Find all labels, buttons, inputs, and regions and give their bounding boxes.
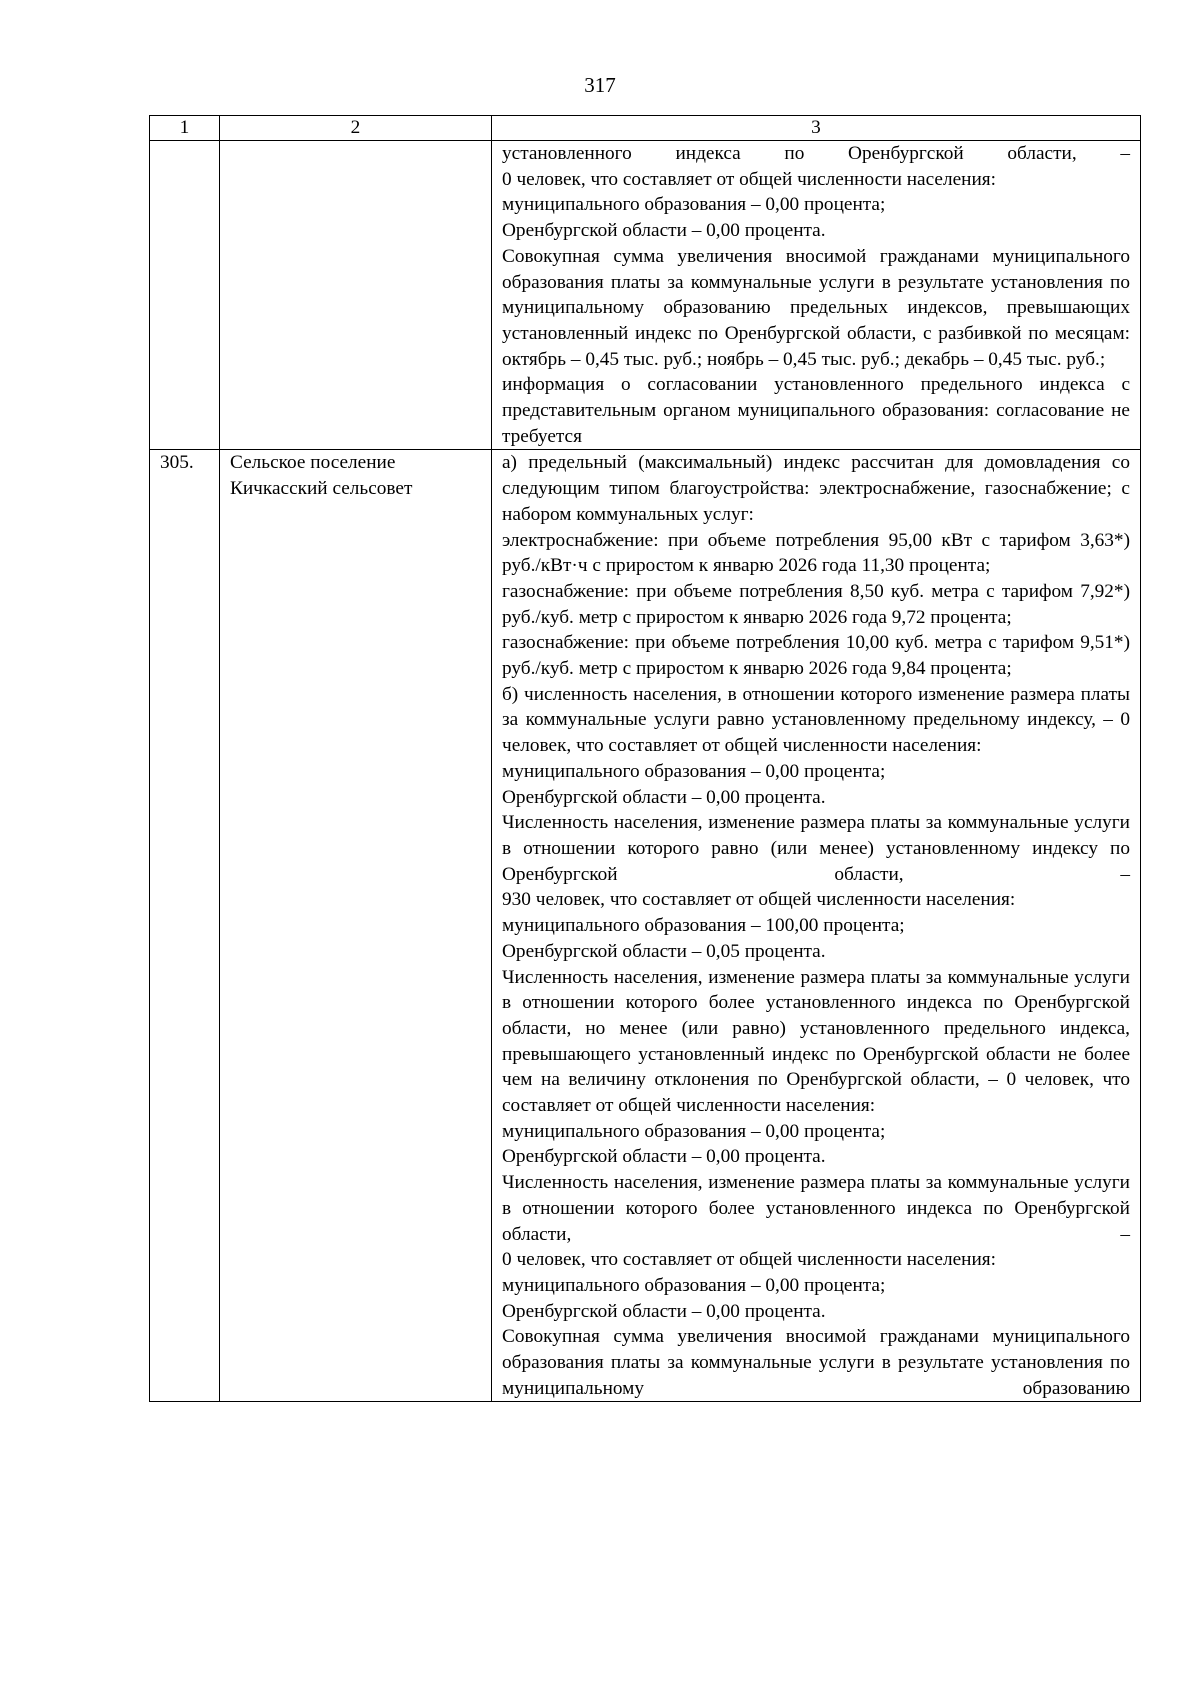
- description-paragraph: Оренбургской области – 0,00 процента.: [502, 786, 826, 808]
- description-paragraph: Оренбургской области – 0,00 процента.: [502, 1146, 826, 1168]
- description-paragraph: Оренбургской области – 0,05 процента.: [502, 940, 826, 962]
- description-paragraph: Оренбургской области – 0,00 процента.: [502, 220, 826, 242]
- settlement-name-cell: [220, 450, 492, 1402]
- description-paragraph: муниципального образования – 100,00 процента;: [502, 915, 905, 937]
- description-paragraph: газоснабжение: при объеме потребления 8,50 куб. метра с тарифом 7,92*) руб./куб. метр с приростом к январю 2026 года 9,72 процента;: [502, 580, 1130, 628]
- description-paragraph: установленного индекса по Оренбургской области, –: [502, 143, 1130, 164]
- settlement-name-line: Кичкасский сельсовет: [230, 478, 413, 500]
- description-paragraph: Численность населения, изменение размера платы за коммунальные услуги в отношении которого равно (или менее) установленному индексу по Оренбургской области, –: [502, 812, 1130, 885]
- column-header-1: 1: [150, 116, 220, 141]
- description-paragraph: 930 человек, что составляет от общей численности населения:: [502, 889, 1016, 911]
- column-header-3: 3: [492, 116, 1141, 141]
- row-number-cell: [150, 141, 220, 450]
- description-paragraph: Численность населения, изменение размера платы за коммунальные услуги в отношении которого более установленного индекса по Оренбургской области, –: [502, 1172, 1130, 1245]
- description-paragraph: а) предельный (максимальный) индекс рассчитан для домовладения со следующим типом благоустройства: электроснабжение, газоснабжение; с набором коммунальных услуг:: [502, 452, 1130, 525]
- description-paragraph: Совокупная сумма увеличения вносимой гражданами муниципального образования платы за коммунальные услуги в результате установления по муниципальному образованию: [502, 1326, 1130, 1399]
- description-paragraph: муниципального образования – 0,00 процента;: [502, 760, 886, 782]
- description-paragraph: электроснабжение: при объеме потребления 95,00 кВт с тарифом 3,63*) руб./кВт·ч с приростом к январю 2026 года 11,30 процента;: [502, 529, 1130, 577]
- table-row-continuation: [150, 141, 1141, 450]
- municipal-index-table: [149, 115, 1141, 1402]
- settlement-name-cell: [220, 141, 492, 450]
- description-cell: [492, 450, 1141, 1402]
- description-cell: [492, 141, 1141, 450]
- description-paragraph: 0 человек, что составляет от общей численности населения:: [502, 1249, 996, 1271]
- description-paragraph: муниципального образования – 0,00 процента;: [502, 1274, 886, 1296]
- table-row-305: [150, 450, 1141, 1402]
- row-number-cell: 305.: [150, 450, 220, 1402]
- description-paragraph: Численность населения, изменение размера платы за коммунальные услуги в отношении которого более установленного индекса по Оренбургской области, но менее (или равно) установленного предельного индекса, превышающего установленный индекс по Оренбургской области не более чем на величину отклонения по Оренбургской области, – 0 человек, что составляет от общей численности населения:: [502, 966, 1130, 1117]
- table-header-row: [150, 116, 1141, 141]
- description-paragraph: информация о согласовании установленного предельного индекса с представительным органом муниципального образования: согласование не требуется: [502, 374, 1130, 447]
- description-paragraph: газоснабжение: при объеме потребления 10,00 куб. метра с тарифом 9,51*) руб./куб. метр с приростом к январю 2026 года 9,84 процента;: [502, 632, 1130, 680]
- description-paragraph: Совокупная сумма увеличения вносимой гражданами муниципального образования платы за коммунальные услуги в результате установления по муниципальному образованию предельных индексов, превышающих установленный индекс по Оренбургской области, с разбивкой по месяцам: октябрь – 0,45 тыс. руб.; ноябрь – 0,45 тыс. руб.; декабрь – 0,45 тыс. руб.;: [502, 245, 1130, 370]
- description-paragraph: 0 человек, что составляет от общей численности населения:: [502, 168, 996, 190]
- description-paragraph: б) численность населения, в отношении которого изменение размера платы за коммунальные услуги равно установленному предельному индексу, – 0 человек, что составляет от общей численности населения:: [502, 683, 1130, 757]
- description-paragraph: Оренбургской области – 0,00 процента.: [502, 1300, 826, 1322]
- settlement-name-line: Сельское поселение: [230, 452, 396, 474]
- page-number: 317: [584, 73, 616, 97]
- description-paragraph: муниципального образования – 0,00 процента;: [502, 1120, 886, 1142]
- description-paragraph: муниципального образования – 0,00 процента;: [502, 194, 886, 216]
- column-header-2: 2: [220, 116, 492, 141]
